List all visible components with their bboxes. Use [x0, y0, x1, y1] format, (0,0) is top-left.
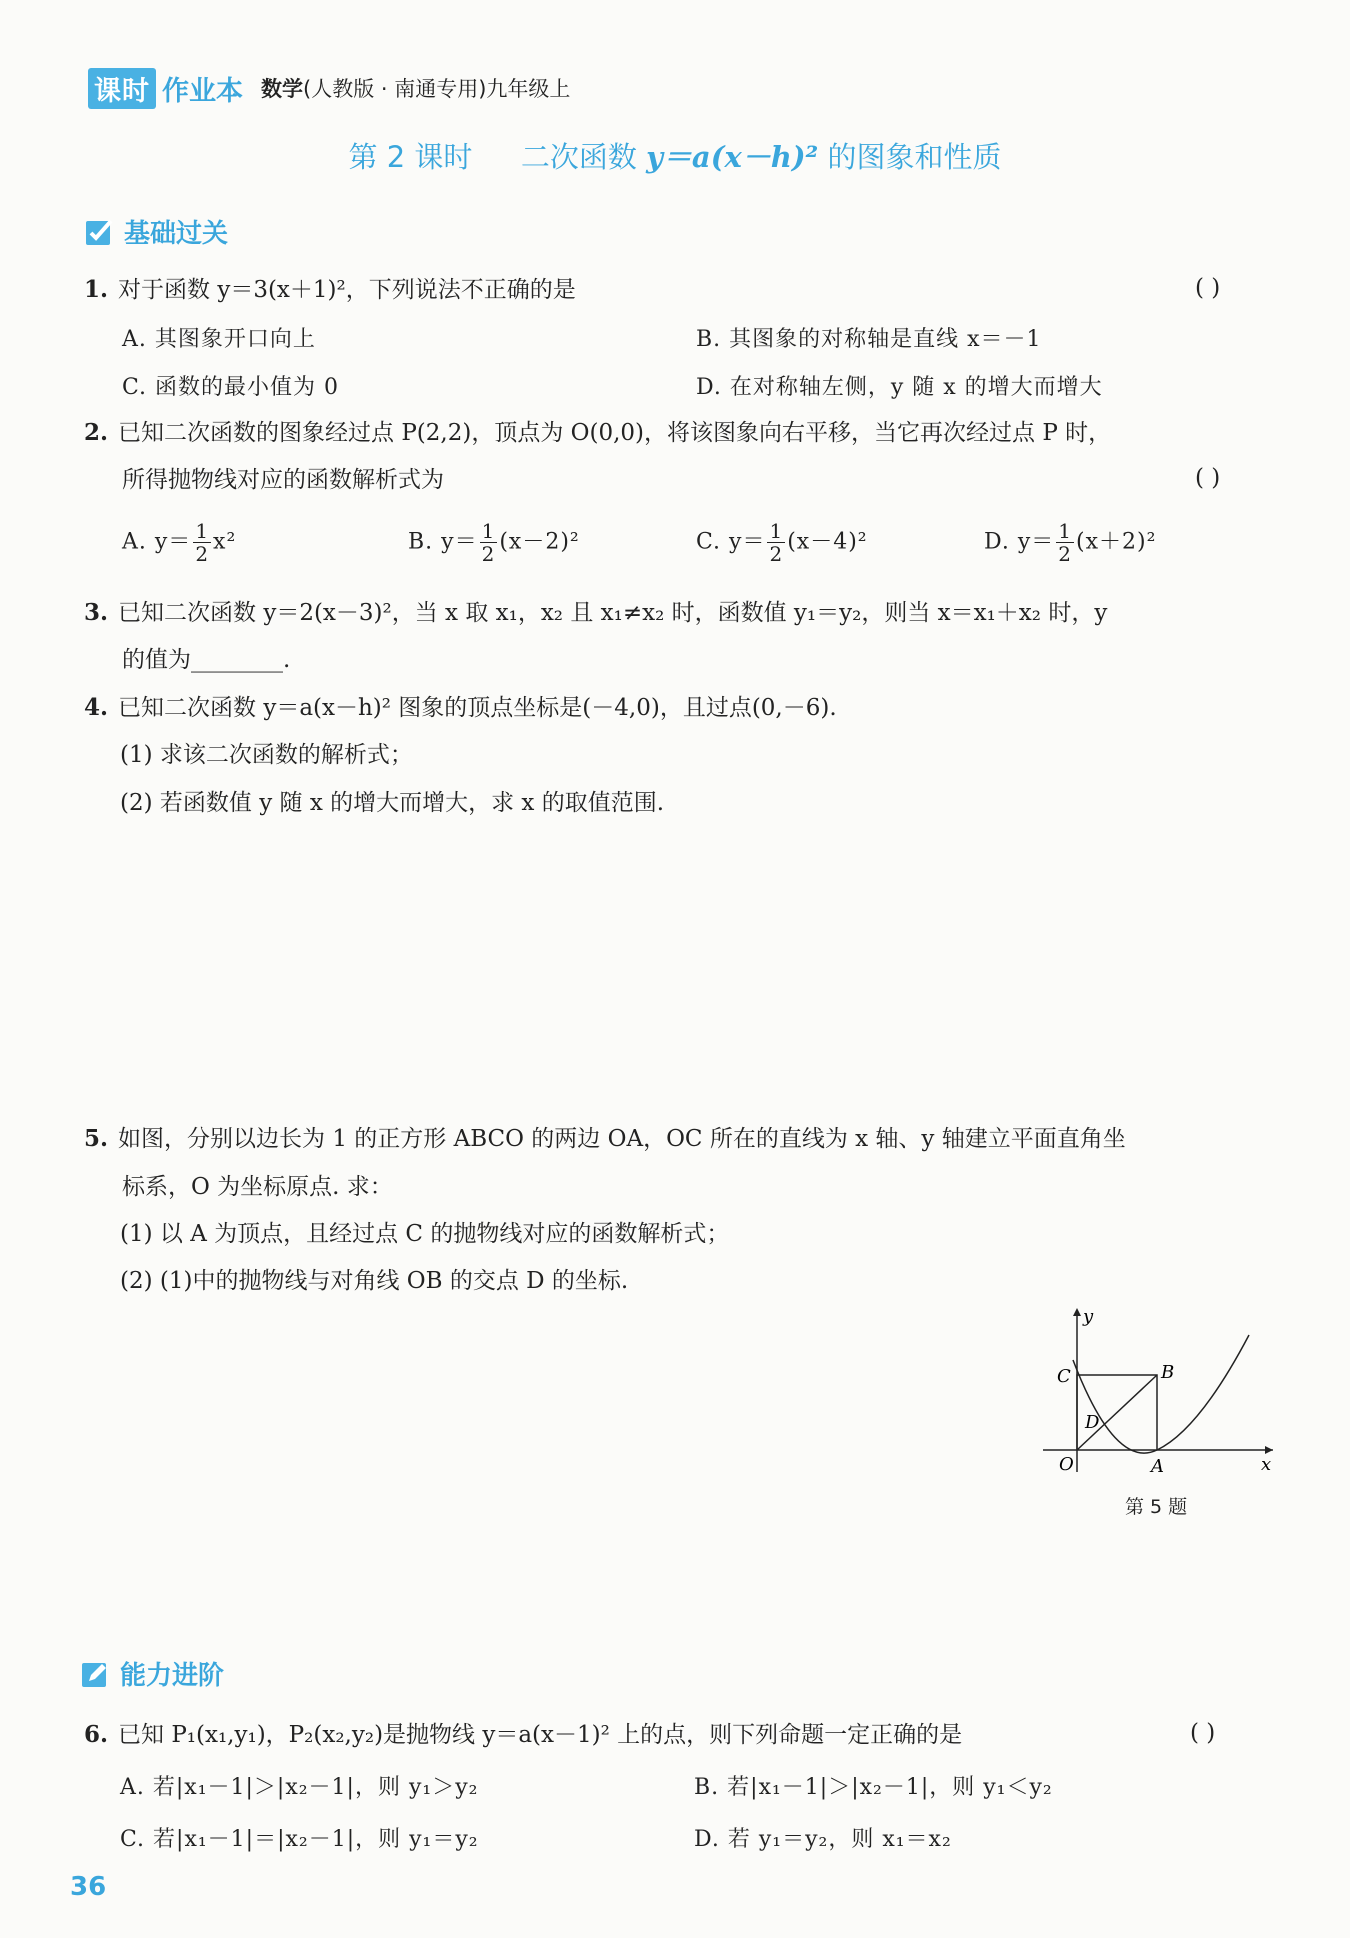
- option-label: A. y＝: [122, 529, 192, 555]
- section-basic-title: 基础过关: [124, 219, 229, 249]
- figure-caption: 第 5 题: [1125, 1496, 1188, 1518]
- fraction-numerator: 1: [195, 519, 210, 543]
- option-c: [696, 520, 868, 565]
- fraction-denominator: 2: [195, 542, 210, 566]
- label-d: D: [1085, 1412, 1100, 1433]
- question-5: [84, 1124, 1126, 1154]
- fraction-numerator: 1: [481, 519, 496, 543]
- fraction-denominator: 2: [769, 542, 784, 566]
- fraction: [1056, 520, 1074, 565]
- lesson-title-prefix: 第 2 课时: [348, 140, 473, 174]
- option-rest: (x－4)²: [787, 529, 868, 555]
- option-d: [984, 520, 1156, 565]
- page-number: 36: [70, 1872, 107, 1902]
- question-text-line2: 所得抛物线对应的函数解析式为: [122, 467, 444, 493]
- question-6: [84, 1720, 962, 1750]
- question-number: 6.: [84, 1721, 109, 1748]
- question-1: [84, 275, 576, 305]
- fraction-denominator: 2: [1058, 542, 1073, 566]
- option-b: B. 其图象的对称轴是直线 x＝－1: [696, 327, 1042, 352]
- option-b: [408, 520, 580, 565]
- lesson-title-topic: 二次函数: [520, 140, 637, 174]
- option-c: C. 若|x₁－1|＝|x₂－1|，则 y₁＝y₂: [120, 1827, 479, 1852]
- question-3: [84, 598, 1107, 628]
- label-a: A: [1151, 1456, 1164, 1477]
- answer-paren: ( ): [1195, 465, 1221, 491]
- pencil-box-icon: [80, 1659, 110, 1689]
- fraction-denominator: 2: [481, 542, 496, 566]
- question-number: 3.: [84, 599, 109, 626]
- question-text: 已知 P₁(x₁,y₁)，P₂(x₂,y₂)是抛物线 y＝a(x－1)² 上的点，则下列命题一定正确的是: [118, 1722, 963, 1748]
- sub-question-2: (2) (1)中的抛物线与对角线 OB 的交点 D 的坐标.: [120, 1268, 629, 1294]
- question-text-line2: 标系，O 为坐标原点. 求：: [122, 1174, 393, 1200]
- parabola-right: [1157, 1335, 1249, 1450]
- answer-paren: ( ): [1190, 1720, 1216, 1746]
- parabola-left: [1073, 1360, 1157, 1453]
- header: [88, 68, 570, 108]
- question-text: 已知二次函数 y＝a(x－h)² 图象的顶点坐标是(－4,0)，且过点(0,－6).: [118, 695, 837, 721]
- section-advanced-title: 能力进阶: [120, 1661, 225, 1691]
- y-axis-arrow: [1073, 1308, 1081, 1316]
- sub-question-1: (1) 求该二次函数的解析式；: [120, 742, 413, 768]
- logo-text: 作业本: [162, 75, 243, 107]
- header-edition: (人教版 · 南通专用)九年级上: [303, 77, 571, 101]
- option-a: [122, 520, 236, 565]
- figure-square-parabola: [1035, 1300, 1280, 1480]
- option-label: D. y＝: [984, 529, 1055, 555]
- option-rest: (x－2)²: [499, 529, 580, 555]
- option-c: C. 函数的最小值为 0: [122, 375, 340, 400]
- logo-box: 课时: [88, 68, 156, 109]
- question-text-line1: 已知二次函数的图象经过点 P(2,2)，顶点为 O(0,0)，将该图象向右平移，当它再次经过点 P 时，: [118, 420, 1112, 446]
- question-text: 对于函数 y＝3(x＋1)²，下列说法不正确的是: [118, 277, 576, 303]
- fraction-numerator: 1: [769, 519, 784, 543]
- label-c: C: [1057, 1366, 1071, 1387]
- option-a: A. 其图象开口向上: [122, 327, 316, 352]
- sub-question-1: (1) 以 A 为顶点，且经过点 C 的抛物线对应的函数解析式；: [120, 1221, 730, 1247]
- fraction: [193, 520, 211, 565]
- header-subject: 数学: [261, 77, 303, 101]
- option-label: C. y＝: [696, 529, 766, 555]
- label-x: x: [1261, 1454, 1272, 1475]
- sub-question-2: (2) 若函数值 y 随 x 的增大而增大，求 x 的取值范围.: [120, 790, 665, 816]
- section-basic: [84, 213, 228, 250]
- question-number: 4.: [84, 694, 109, 721]
- fraction-numerator: 1: [1058, 519, 1073, 543]
- option-label: B. y＝: [408, 529, 478, 555]
- option-d: D. 在对称轴左侧，y 随 x 的增大而增大: [696, 375, 1103, 400]
- fraction: [767, 520, 785, 565]
- question-text-line1: 如图，分别以边长为 1 的正方形 ABCO 的两边 OA，OC 所在的直线为 x 轴、y 轴建立平面直角坐: [118, 1126, 1126, 1152]
- lesson-title-suffix: 的图象和性质: [827, 140, 1002, 174]
- question-number: 1.: [84, 276, 109, 303]
- option-rest: (x＋2)²: [1076, 529, 1157, 555]
- option-a: A. 若|x₁－1|＞|x₂－1|，则 y₁＞y₂: [120, 1775, 479, 1800]
- label-b: B: [1161, 1362, 1175, 1383]
- x-axis-arrow: [1265, 1446, 1273, 1454]
- fraction: [480, 520, 498, 565]
- option-rest: x²: [213, 529, 237, 555]
- checkbox-icon: [84, 217, 114, 247]
- label-y: y: [1083, 1306, 1094, 1327]
- question-2: [84, 418, 1111, 448]
- option-d: D. 若 y₁＝y₂，则 x₁＝x₂: [694, 1827, 952, 1852]
- question-4: [84, 693, 837, 723]
- question-number: 5.: [84, 1125, 109, 1152]
- option-b: B. 若|x₁－1|＞|x₂－1|，则 y₁＜y₂: [694, 1775, 1053, 1800]
- question-text-line2: 的值为________.: [122, 647, 291, 673]
- label-o: O: [1059, 1454, 1074, 1475]
- lesson-title: [0, 135, 1350, 176]
- question-number: 2.: [84, 419, 109, 446]
- question-text-line1: 已知二次函数 y＝2(x－3)²，当 x 取 x₁，x₂ 且 x₁≠x₂ 时，函数值 y₁＝y₂，则当 x＝x₁＋x₂ 时，y: [118, 600, 1108, 626]
- lesson-title-formula: y＝a(x－h)²: [646, 140, 819, 174]
- section-advanced: [80, 1655, 224, 1692]
- header-subtitle: [261, 73, 570, 103]
- answer-paren: ( ): [1195, 275, 1221, 301]
